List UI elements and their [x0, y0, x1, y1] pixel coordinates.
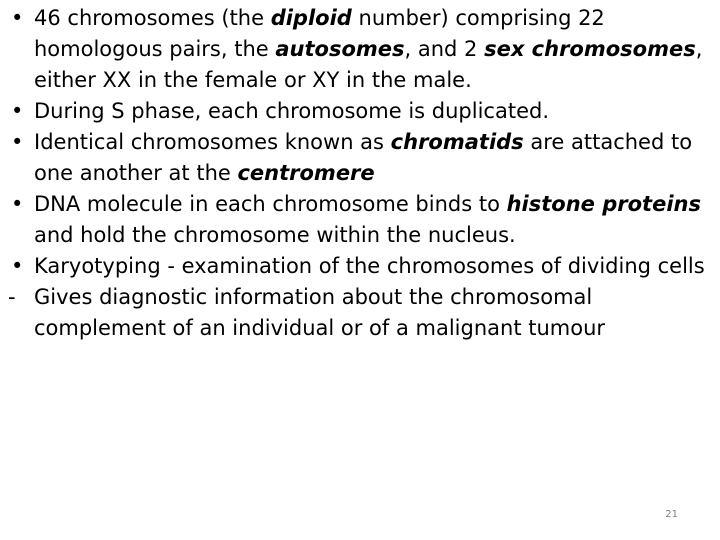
bullet-text: DNA molecule in each chromosome binds to: [34, 192, 507, 216]
bullet-text: and hold the chromosome within the nucleus.: [34, 223, 516, 247]
bullet-text: , either XX in the female or XY in the male.: [34, 37, 703, 92]
bullet-list: [8, 3, 716, 344]
bullet-item: [8, 189, 716, 251]
bullet-marker: •: [11, 130, 24, 154]
bullet-text: During S phase, each chromosome is duplicated.: [34, 99, 549, 123]
bullet-text: 46 chromosomes (the: [34, 6, 271, 30]
bullet-item: [8, 282, 716, 344]
bullet-text: Identical chromosomes known as: [34, 130, 391, 154]
bullet-marker: •: [11, 6, 24, 30]
page-number: 21: [665, 509, 678, 520]
bullet-marker: •: [11, 254, 24, 278]
dash-marker: -: [8, 285, 16, 309]
bullet-text: Gives diagnostic information about the chromosomal complement of an individual or of a malignant tumour: [34, 285, 606, 340]
bullet-marker: •: [11, 99, 24, 123]
bullet-text: , and 2: [404, 37, 485, 61]
bullet-text: Karyotyping - examination of the chromosomes of dividing cells: [34, 254, 705, 278]
bullet-text: number) comprising 22 homologous pairs, the: [34, 6, 605, 61]
key-term: autosomes: [275, 37, 405, 61]
bullet-item: [8, 251, 716, 282]
key-term: centromere: [237, 161, 375, 185]
bullet-marker: •: [11, 192, 24, 216]
bullet-item: [8, 127, 716, 189]
key-term: histone proteins: [506, 192, 701, 216]
bullet-item: [8, 3, 716, 96]
bullet-item: [8, 96, 716, 127]
key-term: sex chromosomes: [484, 37, 696, 61]
key-term: chromatids: [390, 130, 524, 154]
bullet-text: are attached to one another at the: [34, 130, 693, 185]
key-term: diploid: [270, 6, 352, 30]
